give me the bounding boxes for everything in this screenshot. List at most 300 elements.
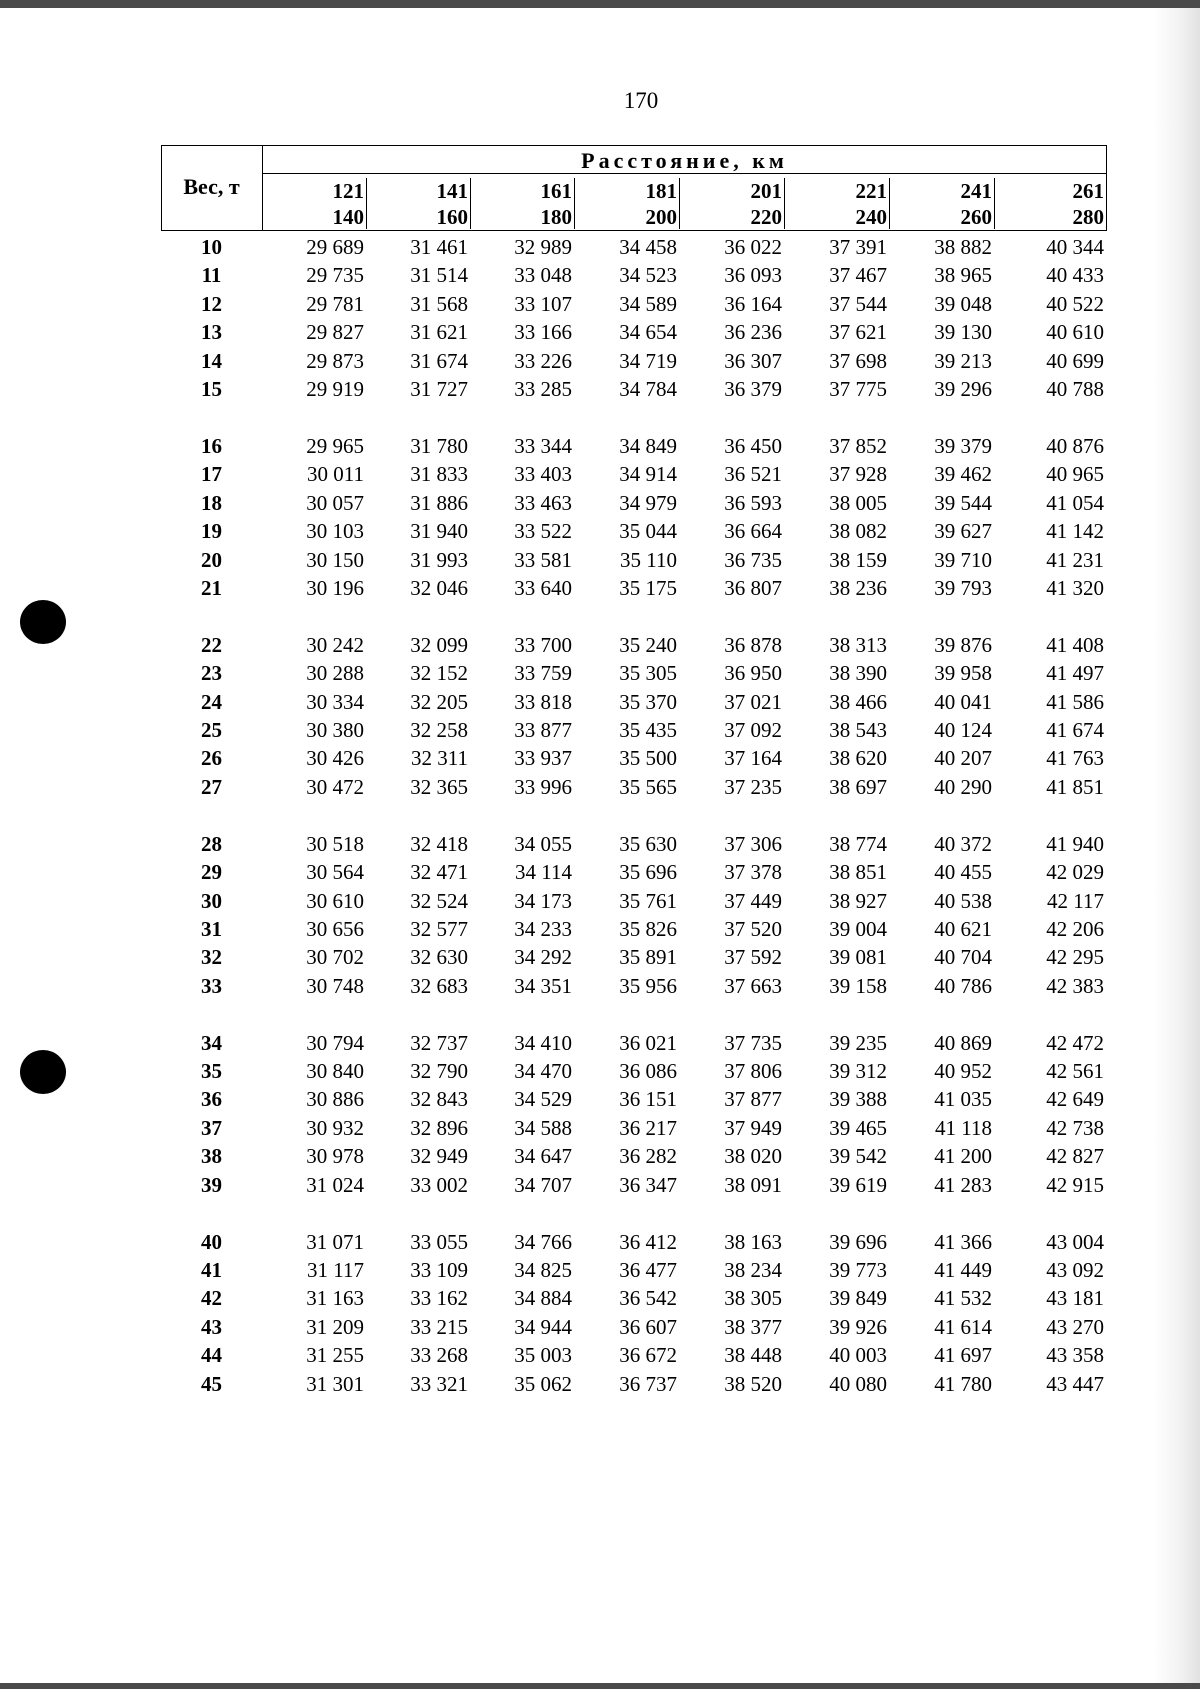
price-cell: 32 152: [410, 661, 468, 686]
price-cell: 40 538: [934, 888, 992, 913]
price-cell: 32 843: [410, 1087, 468, 1112]
price-cell: 36 878: [724, 632, 782, 657]
table-row: [0, 661, 1200, 689]
price-cell: 34 849: [619, 433, 677, 458]
weight-cell: 41: [201, 1257, 222, 1282]
price-cell: 37 949: [724, 1115, 782, 1140]
price-cell: 33 759: [514, 661, 572, 686]
price-cell: 38 390: [829, 661, 887, 686]
price-cell: 30 978: [306, 1144, 364, 1169]
table-row: [0, 746, 1200, 774]
price-cell: 32 258: [410, 718, 468, 742]
weight-cell: 16: [201, 433, 222, 458]
price-cell: 30 932: [306, 1115, 364, 1140]
price-cell: 32 577: [410, 916, 468, 941]
weight-cell: 27: [201, 774, 222, 799]
price-cell: 30 334: [306, 689, 364, 714]
weight-cell: 26: [201, 746, 222, 771]
price-cell: 30 288: [306, 661, 364, 686]
table-row: [0, 832, 1200, 860]
price-cell: 34 825: [514, 1257, 572, 1282]
price-cell: 31 727: [410, 377, 468, 401]
price-cell: 38 543: [829, 718, 887, 742]
price-cell: 41 851: [1046, 774, 1104, 799]
price-cell: 39 926: [829, 1314, 887, 1339]
price-cell: 36 450: [724, 433, 782, 458]
price-cell: 31 255: [306, 1343, 364, 1368]
price-cell: 30 518: [306, 831, 364, 856]
price-cell: 34 944: [514, 1314, 572, 1339]
table-row: [0, 1059, 1200, 1087]
price-cell: 31 886: [410, 490, 468, 515]
header-bottom-rule: [161, 230, 1107, 231]
price-cell: 40 786: [934, 973, 992, 998]
price-cell: 33 877: [514, 718, 572, 742]
price-cell: 33 640: [514, 575, 572, 600]
price-cell: 31 514: [410, 263, 468, 288]
price-cell: 40 522: [1046, 291, 1104, 316]
price-cell: 40 952: [934, 1059, 992, 1083]
price-cell: 32 365: [410, 774, 468, 799]
price-cell: 31 024: [306, 1172, 364, 1197]
table-row: [0, 377, 1200, 405]
price-cell: 42 649: [1046, 1087, 1104, 1112]
table-row: [0, 576, 1200, 604]
weight-cell: 43: [201, 1314, 222, 1339]
price-cell: 39 793: [934, 575, 992, 600]
table-row: [0, 1087, 1200, 1115]
price-cell: 36 164: [724, 291, 782, 316]
price-cell: 41 320: [1046, 575, 1104, 600]
price-cell: 30 794: [306, 1030, 364, 1055]
weight-cell: 38: [201, 1144, 222, 1169]
table-row: [0, 235, 1200, 263]
weight-cell: 40: [201, 1229, 222, 1254]
price-cell: 37 698: [829, 348, 887, 373]
range-from: 221: [855, 179, 887, 203]
price-cell: 35 891: [619, 945, 677, 970]
price-cell: 31 993: [410, 547, 468, 572]
price-cell: 30 242: [306, 632, 364, 657]
price-cell: 40 876: [1046, 433, 1104, 458]
price-cell: 33 285: [514, 377, 572, 401]
price-cell: 38 020: [724, 1144, 782, 1169]
price-cell: 41 366: [934, 1229, 992, 1254]
price-cell: 41 054: [1046, 490, 1104, 515]
price-cell: 30 150: [306, 547, 364, 572]
price-cell: 29 781: [306, 291, 364, 316]
price-cell: 38 774: [829, 831, 887, 856]
price-cell: 38 466: [829, 689, 887, 714]
price-cell: 38 377: [724, 1314, 782, 1339]
price-cell: 34 458: [619, 235, 677, 259]
price-cell: 33 996: [514, 774, 572, 799]
table-row: [0, 320, 1200, 348]
price-cell: 34 914: [619, 462, 677, 487]
weight-cell: 35: [201, 1059, 222, 1083]
weight-cell: 45: [201, 1371, 222, 1396]
price-cell: 43 447: [1046, 1371, 1104, 1396]
price-cell: 38 313: [829, 632, 887, 657]
price-cell: 42 738: [1046, 1115, 1104, 1140]
price-cell: 42 827: [1046, 1144, 1104, 1169]
price-cell: 30 011: [307, 462, 364, 487]
price-cell: 39 544: [934, 490, 992, 515]
price-cell: 33 048: [514, 263, 572, 288]
price-cell: 39 710: [934, 547, 992, 572]
weight-cell: 31: [201, 916, 222, 941]
price-cell: 32 311: [411, 746, 468, 771]
price-cell: 36 737: [619, 1371, 677, 1396]
range-from: 241: [960, 179, 992, 203]
weight-cell: 14: [201, 348, 222, 373]
price-cell: 35 565: [619, 774, 677, 799]
price-cell: 37 391: [829, 235, 887, 259]
price-cell: 38 082: [829, 519, 887, 544]
price-cell: 36 307: [724, 348, 782, 373]
price-cell: 34 233: [514, 916, 572, 941]
distance-range-header: [827, 178, 887, 230]
price-cell: 36 093: [724, 263, 782, 288]
price-cell: 38 159: [829, 547, 887, 572]
weight-cell: 25: [201, 718, 222, 742]
price-cell: 39 462: [934, 462, 992, 487]
price-cell: 37 735: [724, 1030, 782, 1055]
price-cell: 37 164: [724, 746, 782, 771]
table-row: [0, 1315, 1200, 1343]
price-cell: 34 114: [515, 860, 572, 885]
range-to: 140: [332, 205, 364, 229]
price-cell: 36 593: [724, 490, 782, 515]
price-cell: 35 696: [619, 860, 677, 885]
price-cell: 40 610: [1046, 320, 1104, 345]
price-cell: 32 418: [410, 831, 468, 856]
price-cell: 32 989: [514, 235, 572, 259]
price-cell: 37 775: [829, 377, 887, 401]
price-cell: 35 435: [619, 718, 677, 742]
document-page: [0, 8, 1200, 1683]
table-row: [0, 1343, 1200, 1371]
weight-cell: 36: [201, 1087, 222, 1112]
range-to: 160: [436, 205, 468, 229]
price-cell: 35 956: [619, 973, 677, 998]
price-cell: 38 236: [829, 575, 887, 600]
price-cell: 29 735: [306, 263, 364, 288]
price-cell: 31 674: [410, 348, 468, 373]
price-cell: 38 851: [829, 860, 887, 885]
weight-cell: 34: [201, 1030, 222, 1055]
price-cell: 41 763: [1046, 746, 1104, 771]
price-cell: 35 110: [620, 547, 677, 572]
price-cell: 33 166: [514, 320, 572, 345]
range-from: 141: [436, 179, 468, 203]
weight-cell: 21: [201, 575, 222, 600]
price-cell: 40 699: [1046, 348, 1104, 373]
price-cell: 37 306: [724, 831, 782, 856]
price-cell: 31 301: [306, 1371, 364, 1396]
price-cell: 38 927: [829, 888, 887, 913]
price-cell: 34 470: [514, 1059, 572, 1083]
distance-header: Расстояние, км: [581, 148, 788, 173]
price-cell: 31 780: [410, 433, 468, 458]
price-cell: 32 524: [410, 888, 468, 913]
price-cell: 36 477: [619, 1257, 677, 1282]
distance-range-header: [722, 178, 782, 230]
price-cell: 37 852: [829, 433, 887, 458]
distance-range-header: [1044, 178, 1104, 230]
price-cell: 33 522: [514, 519, 572, 544]
price-cell: 37 021: [724, 689, 782, 714]
price-cell: 42 915: [1046, 1172, 1104, 1197]
price-cell: 41 408: [1046, 632, 1104, 657]
table-row: [0, 462, 1200, 490]
price-cell: 40 455: [934, 860, 992, 885]
weight-cell: 18: [201, 490, 222, 515]
price-cell: 40 704: [934, 945, 992, 970]
price-cell: 35 500: [619, 746, 677, 771]
price-cell: 31 209: [306, 1314, 364, 1339]
price-cell: 33 403: [514, 462, 572, 487]
price-cell: 36 379: [724, 377, 782, 401]
table-row: [0, 1372, 1200, 1400]
price-cell: 36 236: [724, 320, 782, 345]
price-cell: 36 950: [724, 661, 782, 686]
price-cell: 34 351: [514, 973, 572, 998]
price-cell: 40 344: [1046, 235, 1104, 259]
price-cell: 33 268: [410, 1343, 468, 1368]
price-cell: 42 295: [1046, 945, 1104, 970]
price-cell: 38 965: [934, 263, 992, 288]
price-cell: 35 826: [619, 916, 677, 941]
price-cell: 37 520: [724, 916, 782, 941]
price-cell: 36 607: [619, 1314, 677, 1339]
price-cell: 41 283: [934, 1172, 992, 1197]
price-cell: 36 022: [724, 235, 782, 259]
price-cell: 37 621: [829, 320, 887, 345]
price-cell: 32 099: [410, 632, 468, 657]
price-cell: 32 949: [410, 1144, 468, 1169]
price-cell: 33 107: [514, 291, 572, 316]
price-cell: 31 117: [307, 1257, 364, 1282]
price-cell: 36 021: [619, 1030, 677, 1055]
price-cell: 43 270: [1046, 1314, 1104, 1339]
price-cell: 38 620: [829, 746, 887, 771]
price-cell: 30 380: [306, 718, 364, 742]
weight-cell: 23: [201, 661, 222, 686]
price-cell: 37 467: [829, 263, 887, 288]
price-cell: 37 092: [724, 718, 782, 742]
price-cell: 34 784: [619, 377, 677, 401]
range-from: 161: [540, 179, 572, 203]
weight-cell: 10: [201, 235, 222, 259]
price-cell: 31 461: [410, 235, 468, 259]
price-cell: 39 081: [829, 945, 887, 970]
distance-header-rule: [262, 173, 1107, 174]
price-cell: 38 697: [829, 774, 887, 799]
distance-range-header: [617, 178, 677, 230]
price-cell: 40 207: [934, 746, 992, 771]
price-cell: 40 290: [934, 774, 992, 799]
price-cell: 43 004: [1046, 1229, 1104, 1254]
weight-cell: 17: [201, 462, 222, 487]
price-cell: 30 702: [306, 945, 364, 970]
price-cell: 31 621: [410, 320, 468, 345]
price-cell: 30 426: [306, 746, 364, 771]
price-cell: 32 737: [410, 1030, 468, 1055]
price-cell: 34 588: [514, 1115, 572, 1140]
price-cell: 30 057: [306, 490, 364, 515]
price-cell: 36 672: [619, 1343, 677, 1368]
price-cell: 41 497: [1046, 661, 1104, 686]
weight-cell: 30: [201, 888, 222, 913]
range-to: 280: [1072, 205, 1104, 229]
table-row: [0, 349, 1200, 377]
table-row: [0, 1144, 1200, 1172]
price-cell: 39 542: [829, 1144, 887, 1169]
price-cell: 30 748: [306, 973, 364, 998]
price-cell: 39 388: [829, 1087, 887, 1112]
price-cell: 40 041: [934, 689, 992, 714]
price-cell: 41 614: [934, 1314, 992, 1339]
price-cell: 35 003: [514, 1343, 572, 1368]
price-cell: 37 449: [724, 888, 782, 913]
price-cell: 30 610: [306, 888, 364, 913]
distance-range-header: [932, 178, 992, 230]
price-cell: 41 780: [934, 1371, 992, 1396]
price-cell: 39 130: [934, 320, 992, 345]
price-cell: 36 735: [724, 547, 782, 572]
distance-range-header: [304, 178, 364, 230]
price-cell: 29 919: [306, 377, 364, 401]
weight-cell: 24: [201, 689, 222, 714]
price-cell: 33 700: [514, 632, 572, 657]
weight-cell: 15: [201, 377, 222, 401]
weight-cell: 20: [201, 547, 222, 572]
weight-cell: 29: [201, 860, 222, 885]
price-cell: 34 173: [514, 888, 572, 913]
price-cell: 36 282: [619, 1144, 677, 1169]
price-cell: 33 581: [514, 547, 572, 572]
table-row: [0, 519, 1200, 547]
price-cell: 35 630: [619, 831, 677, 856]
price-cell: 30 564: [306, 860, 364, 885]
price-cell: 40 003: [829, 1343, 887, 1368]
price-cell: 31 071: [306, 1229, 364, 1254]
price-cell: 41 118: [935, 1115, 992, 1140]
price-cell: 38 163: [724, 1229, 782, 1254]
price-cell: 37 928: [829, 462, 887, 487]
price-cell: 39 312: [829, 1059, 887, 1083]
price-cell: 37 806: [724, 1059, 782, 1083]
weight-cell: 39: [201, 1172, 222, 1197]
price-cell: 36 217: [619, 1115, 677, 1140]
table-row: [0, 434, 1200, 462]
price-cell: 39 213: [934, 348, 992, 373]
table-row: [0, 974, 1200, 1002]
price-cell: 38 005: [829, 490, 887, 515]
weight-cell: 11: [201, 263, 222, 288]
price-cell: 33 109: [410, 1257, 468, 1282]
price-cell: 39 296: [934, 377, 992, 401]
table-row: [0, 1258, 1200, 1286]
range-from: 261: [1072, 179, 1104, 203]
price-cell: 33 463: [514, 490, 572, 515]
weight-cell: 33: [201, 973, 222, 998]
price-cell: 39 627: [934, 519, 992, 544]
price-cell: 36 521: [724, 462, 782, 487]
price-cell: 32 046: [410, 575, 468, 600]
table-row: [0, 889, 1200, 917]
price-cell: 39 619: [829, 1172, 887, 1197]
price-cell: 34 719: [619, 348, 677, 373]
weight-cell: 44: [201, 1343, 222, 1368]
price-cell: 41 940: [1046, 831, 1104, 856]
price-cell: 41 697: [934, 1343, 992, 1368]
price-cell: 33 215: [410, 1314, 468, 1339]
price-cell: 34 589: [619, 291, 677, 316]
price-cell: 35 062: [514, 1371, 572, 1396]
weight-cell: 19: [201, 519, 222, 544]
price-cell: 33 162: [410, 1286, 468, 1311]
price-cell: 39 773: [829, 1257, 887, 1282]
table-row: [0, 491, 1200, 519]
range-from: 121: [332, 179, 364, 203]
distance-range-header: [408, 178, 468, 230]
price-cell: 34 647: [514, 1144, 572, 1169]
price-cell: 32 205: [410, 689, 468, 714]
price-cell: 38 520: [724, 1371, 782, 1396]
price-cell: 42 029: [1046, 860, 1104, 885]
price-cell: 38 305: [724, 1286, 782, 1311]
price-cell: 31 568: [410, 291, 468, 316]
price-cell: 40 869: [934, 1030, 992, 1055]
price-cell: 43 358: [1046, 1343, 1104, 1368]
range-to: 180: [540, 205, 572, 229]
price-cell: 33 002: [410, 1172, 468, 1197]
price-cell: 39 235: [829, 1030, 887, 1055]
price-cell: 31 833: [410, 462, 468, 487]
price-cell: 34 529: [514, 1087, 572, 1112]
price-cell: 40 621: [934, 916, 992, 941]
price-cell: 38 234: [724, 1257, 782, 1282]
price-cell: 32 683: [410, 973, 468, 998]
price-cell: 37 877: [724, 1087, 782, 1112]
price-cell: 39 958: [934, 661, 992, 686]
price-cell: 36 807: [724, 575, 782, 600]
range-to: 200: [645, 205, 677, 229]
price-cell: 39 849: [829, 1286, 887, 1311]
price-cell: 39 004: [829, 916, 887, 941]
price-cell: 30 886: [306, 1087, 364, 1112]
range-to: 220: [750, 205, 782, 229]
price-cell: 34 292: [514, 945, 572, 970]
price-cell: 29 689: [306, 235, 364, 259]
price-cell: 29 873: [306, 348, 364, 373]
price-cell: 36 347: [619, 1172, 677, 1197]
table-row: [0, 690, 1200, 718]
price-cell: 30 840: [306, 1059, 364, 1083]
price-cell: 34 410: [514, 1030, 572, 1055]
price-cell: 34 979: [619, 490, 677, 515]
price-cell: 41 449: [934, 1257, 992, 1282]
price-cell: 42 383: [1046, 973, 1104, 998]
price-cell: 34 707: [514, 1172, 572, 1197]
price-cell: 31 163: [306, 1286, 364, 1311]
price-cell: 40 080: [829, 1371, 887, 1396]
price-cell: 30 656: [306, 916, 364, 941]
table-row: [0, 548, 1200, 576]
range-from: 201: [750, 179, 782, 203]
